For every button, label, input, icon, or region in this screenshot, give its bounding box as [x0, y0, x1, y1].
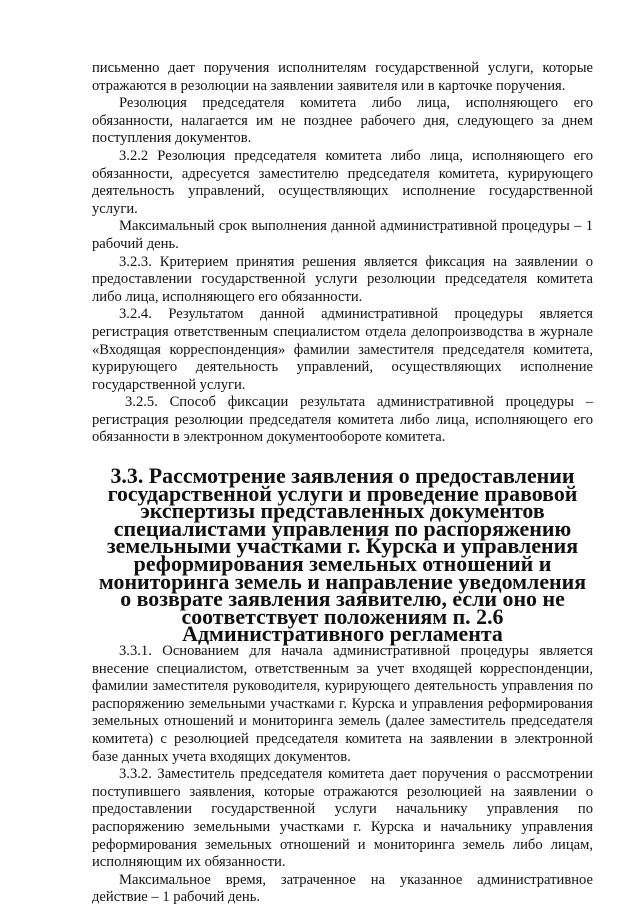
paragraph-3-2-5: 3.2.5. Способ фиксации результата административной процедуры – регистрация резолюции председателя комитета либо лица, исполняющего его обязанности в электронном документообороте комитета. — [92, 394, 593, 446]
paragraph-3-2-4: 3.2.4. Результатом данной административной процедуры является регистрация ответственным специалистом отдела делопроизводства в журнале «Входящая корреспонденция» фамилии заместителя председателя комитета, курирующего деятельность управлений, осуществляющих исполнение государственной услуги. — [92, 306, 593, 393]
section-3-3-heading — [92, 463, 593, 647]
section-3-3-heading-last-line: Административного регламента — [182, 621, 503, 647]
paragraph-3-2-3: 3.2.3. Критерием принятия решения является фиксация на заявлении о предоставлении государственной услуги резолюции председателя комитета либо лица, исполняющего его обязанности. — [92, 253, 593, 305]
paragraph: письменно дает поручения исполнителям государственной услуги, которые отражаются в резолюции на заявлении заявителя или в карточке поручения. — [92, 60, 593, 94]
paragraph-3-3-1: 3.3.1. Основанием для начала административной процедуры является внесение специалистом, ответственным за учет входящей корреспонденции, фамилии заместителя руководителя, курирующего деятельность управления по распоряжению земельными участками г. Курска и управления реформирования земельных отношений и мониторинга земель (далее заместитель председателя комитета) с резолюцией председателя комитета на заявлении в электронной базе данных учета входящих документов. — [92, 643, 593, 765]
section-3-3-heading-text: 3.3. Рассмотрение заявления о предоставлении государственной услуги и проведение правовой экспертизы представленных документов специалистами управления по распоряжению земельными участками г. Курска и управления реформирования земельных отношений и мониторинга земель и направление уведомления о возврате заявления заявителю, если оно не соответствует положениям п. 2.6 — [98, 463, 587, 629]
paragraph: Максимальный срок выполнения данной административной процедуры – 1 рабочий день. — [92, 218, 593, 252]
section-3-2-continuation — [92, 60, 593, 447]
section-3-3-body — [92, 643, 593, 907]
document-page — [92, 60, 593, 907]
paragraph: Максимальное время, затраченное на указанное административное действие – 1 рабочий день. — [92, 871, 593, 906]
paragraph-3-3-2: 3.3.2. Заместитель председателя комитета дает поручения о рассмотрении поступившего заявления, которые отражаются резолюцией на заявлении о предоставлении государственной услуги начальнику управления по распоряжению земельными участками г. Курска и начальнику управления реформирования земельных отношений и мониторинга земель либо лицам, исполняющим их обязанности. — [92, 766, 593, 871]
paragraph-3-2-2: 3.2.2 Резолюция председателя комитета либо лица, исполняющего его обязанности, адресуется заместителю председателя комитета, курирующего деятельность управлений, осуществляющих исполнение государственной услуги. — [92, 147, 593, 217]
paragraph: Резолюция председателя комитета либо лица, исполняющего его обязанности, налагается им не позднее рабочего дня, следующего за днем поступления документов. — [92, 95, 593, 147]
